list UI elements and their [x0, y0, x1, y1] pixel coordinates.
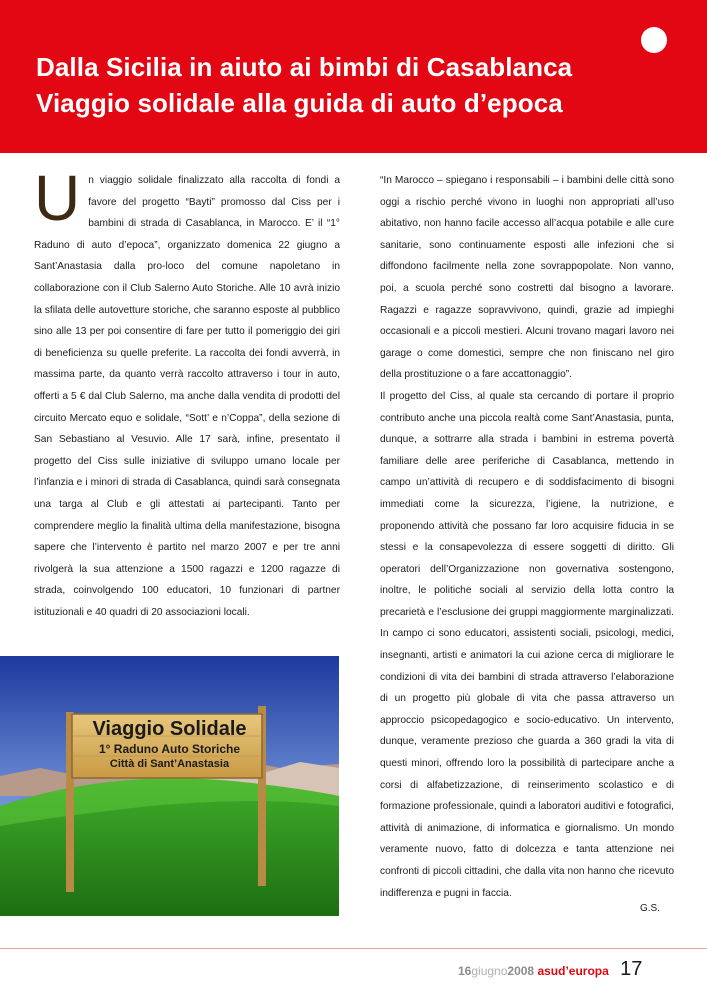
footer-date-year: 2008	[507, 964, 535, 978]
headline-line-1: Dalla Sicilia in aiuto ai bimbi di Casablanca	[36, 52, 573, 82]
article-column-left	[34, 162, 340, 623]
article-paragraph: Il progetto del Ciss, al quale sta cercando di portare il proprio contributo anche una piccola realtà come Sant’Anastasia, punta, dunque, a sottrarre alla strada i bambini in estrema povertà familiare delle aree periferiche di Casablanca, mettendo in campo un’attività di recupero e di soddisfacimento di bisogni immediati come la sicurezza, l’igiene, la nutrizione, e proponendo attività che possano far loro acquisire fiducia in se stessi e la consapevolezza di essere soggetti di diritto. Gli operatori dell’Organizzazione non governativa sostengono, inoltre, le politiche sociali al servizio della lotta contro la precarietà e l’esclusione dei gruppi maggiormente marginalizzati. In campo ci sono educatori, assistenti sociali, psicologi, medici, insegnanti, artisti e animatori la cui azione cerca di migliorare le condizioni di vita dei bambini di strada attraverso l’elaborazione di un progetto più globale di vita che passa attraverso un approccio psicopedagogico e socio-educativo. Un intervento, dunque, veramente prezioso che guarda a 360 gradi la vita di questi minori, offrendo loro la possibilità di partecipare anche a corsi di alfabetizzazione, di reinserimento scolastico e di formazione professionale, quindi a laboratori auditivi e fotografici, attività di animazione, di informatica e giornalismo. Un mondo veramente nuovo, fatto di dolcezza e tanta attenzione nei confronti di piccoli cittadini, che dalla vita non hanno che ricevuto indifferenza e pugni in faccia.	[380, 390, 674, 899]
page-number: 17	[620, 958, 643, 980]
drop-cap: U	[34, 162, 81, 234]
headline-line-2: Viaggio solidale alla guida di auto d’epoca	[36, 88, 563, 118]
magazine-name: asud’europa	[537, 964, 609, 978]
article-paragraph: n viaggio solidale finalizzato alla raccolta di fondi a favore del progetto “Bayti” promosso dal Ciss per i bambini di strada di Casablanca, in Marocco. E’ il “1° Raduno di auto d’epoca”, organizzato domenica 22 giugno a Sant’Anastasia dalla pro-loco del comune napoletano in collaborazione con il Club Salerno Auto Storiche. Alle 10 avrà inizio la sfilata delle autovetture storiche, che saranno esposte al pubblico sino alle 13 per poi consentire di fare per tutto il pomeriggio dei giri di beneficienza su quelle preferite. La raccolta dei fondi avverrà, in massima parte, da quanto verrà raccolto attraverso i tour in auto, offerti a 5 € dal Club Salerno, ma anche dalla vendita di prodotti del circuito Mercato equo e solidale, “Sott’ e n’Coppa”, della sezione di San Sebastiano al Vesuvio. Alle 17 sarà, infine, presentato il progetto del Ciss sulle iniziative di sviluppo umano locale per l’infanzia e i minori di strada di Casablanca, quindi sarà consegnata una targa al Club e gli attestati ai partecipanti. Tanto per comprendere meglio la finalità ultima della manifestazione, bisogna sapere che l’intervento è partito nel marzo 2007 e per tre anni rivolgerà la sua attenzione a 1500 ragazzi e 1200 ragazze di strada, coinvolgendo 100 educatori, 10 funzionari di partner istituzionali e 40 quadri di 20 associazioni locali.	[34, 175, 340, 618]
sign-city: Città di Sant’Anastasia	[109, 758, 230, 770]
author-signature: G.S.	[640, 903, 661, 914]
footer-divider	[0, 948, 707, 949]
article-paragraph: “In Marocco – spiegano i responsabili – i bambini delle città sono oggi a rischio perché vivono in luoghi non appropriati all’uso abitativo, non hanno facile accesso all’acqua potabile e alle cure sanitarie, sono continuamente esposti alle infezioni che si diffondono facilmente nella zone sovrappopolate. Non vanno, poi, a scuola perché sono costretti dal bisogno a lavorare. Ragazzi e ragazze sopravvivono, quindi, grazie ad impieghi occasionali e a piccoli mestieri. Alcuni trovano magari lavoro nei garage o come domestici, sempre che non finiscano nel giro della prostituzione o a fare accattonaggio”.	[380, 175, 674, 381]
footer-date-day: 16	[458, 964, 472, 978]
title-banner	[0, 0, 707, 153]
sign-subtitle: 1° Raduno Auto Storiche	[98, 742, 241, 756]
circle-icon	[641, 27, 667, 53]
article-column-right	[380, 170, 674, 904]
landscape-illustration	[0, 656, 339, 916]
sign-title: Viaggio Solidale	[92, 718, 247, 740]
footer-date-month: giugno	[471, 964, 508, 978]
page-footer	[458, 958, 642, 981]
article-photo	[0, 656, 339, 916]
